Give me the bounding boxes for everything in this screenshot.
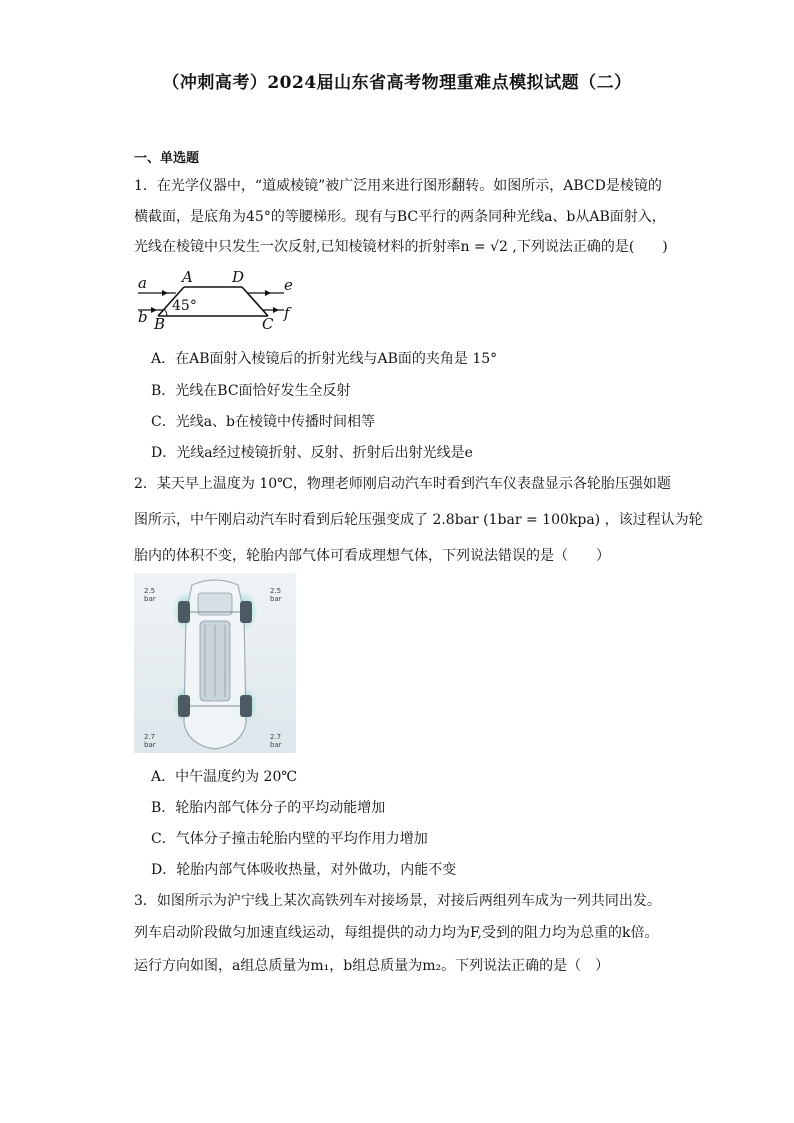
- car-tire-pressure-image: [134, 573, 296, 753]
- q2-line-3: 胎内的体积不变，轮胎内部气体可看成理想气体，下列说法错误的是（ ）: [134, 548, 610, 564]
- vertex-d-label: D: [232, 268, 245, 286]
- tire-front-left-value: 2.5: [144, 587, 156, 595]
- ray-f-label: f: [284, 304, 290, 322]
- q3-line-3: 运行方向如图，a组总质量为m₁，b组总质量为m₂。下列说法正确的是（ ）: [134, 958, 610, 974]
- prism-diagram: [134, 268, 302, 330]
- q1-option-b: B．光线在BC面恰好发生全反射: [151, 383, 351, 399]
- vertex-a-label: A: [182, 268, 193, 286]
- tire-rear-left-unit: bar: [144, 741, 156, 749]
- q1-option-a: A．在AB面射入棱镜后的折射光线与AB面的夹角是 15°: [151, 351, 498, 367]
- tire-front-left-unit: bar: [144, 595, 156, 603]
- q3-line-1: 3．如图所示为沪宁线上某次高铁列车对接场景，对接后两组列车成为一列共同出发。: [134, 893, 661, 909]
- section-heading: 一、单选题: [134, 151, 200, 166]
- q1-line-2: 横截面，是底角为45°的等腰梯形。现有与BC平行的两条同种光线a、b从AB面射入，: [134, 209, 666, 225]
- tire-rear-left-value: 2.7: [144, 733, 156, 741]
- q1-line-1: 1．在光学仪器中，“道威棱镜”被广泛用来进行图形翻转。如图所示，ABCD是棱镜的: [134, 178, 662, 194]
- q2-line-1: 2．某天早上温度为 10℃，物理老师刚启动汽车时看到汽车仪表盘显示各轮胎压强如题: [134, 476, 671, 492]
- ray-e-label: e: [284, 276, 293, 294]
- q2-option-b: B．轮胎内部气体分子的平均动能增加: [151, 800, 386, 816]
- tire-rear-right-unit: bar: [270, 741, 282, 749]
- ray-a-label: a: [138, 274, 147, 292]
- tire-front-right-value: 2.5: [270, 587, 282, 595]
- q2-option-a: A．中午温度约为 20℃: [151, 769, 298, 785]
- q2-option-c: C．气体分子撞击轮胎内壁的平均作用力增加: [151, 831, 428, 847]
- ray-b-label: b: [138, 308, 148, 326]
- q1-option-d: D．光线a经过棱镜折射、反射、折射后出射光线是e: [151, 445, 473, 461]
- page-title: （冲刺高考）2024届山东省高考物理重难点模拟试题（二）: [162, 73, 632, 93]
- vertex-c-label: C: [262, 315, 274, 330]
- q1-option-c: C．光线a、b在棱镜中传播时间相等: [151, 414, 376, 430]
- tire-rear-right-value: 2.7: [270, 733, 282, 741]
- q1-line-3: 光线在棱镜中只发生一次反射,已知棱镜材料的折射率n = √2 ,下列说法正确的是( ): [134, 239, 668, 255]
- vertex-b-label: B: [154, 315, 166, 330]
- q3-line-2: 列车启动阶段做匀加速直线运动，每组提供的动力均为F,受到的阻力均为总重的k倍。: [134, 925, 659, 941]
- tire-front-right-unit: bar: [270, 595, 282, 603]
- q2-line-2: 图所示，中午刚启动汽车时看到后轮压强变成了 2.8bar (1bar = 100kpa) ，该过程认为轮: [134, 512, 703, 528]
- q2-option-d: D．轮胎内部气体吸收热量，对外做功，内能不变: [151, 862, 457, 878]
- angle-label: 45°: [172, 298, 197, 314]
